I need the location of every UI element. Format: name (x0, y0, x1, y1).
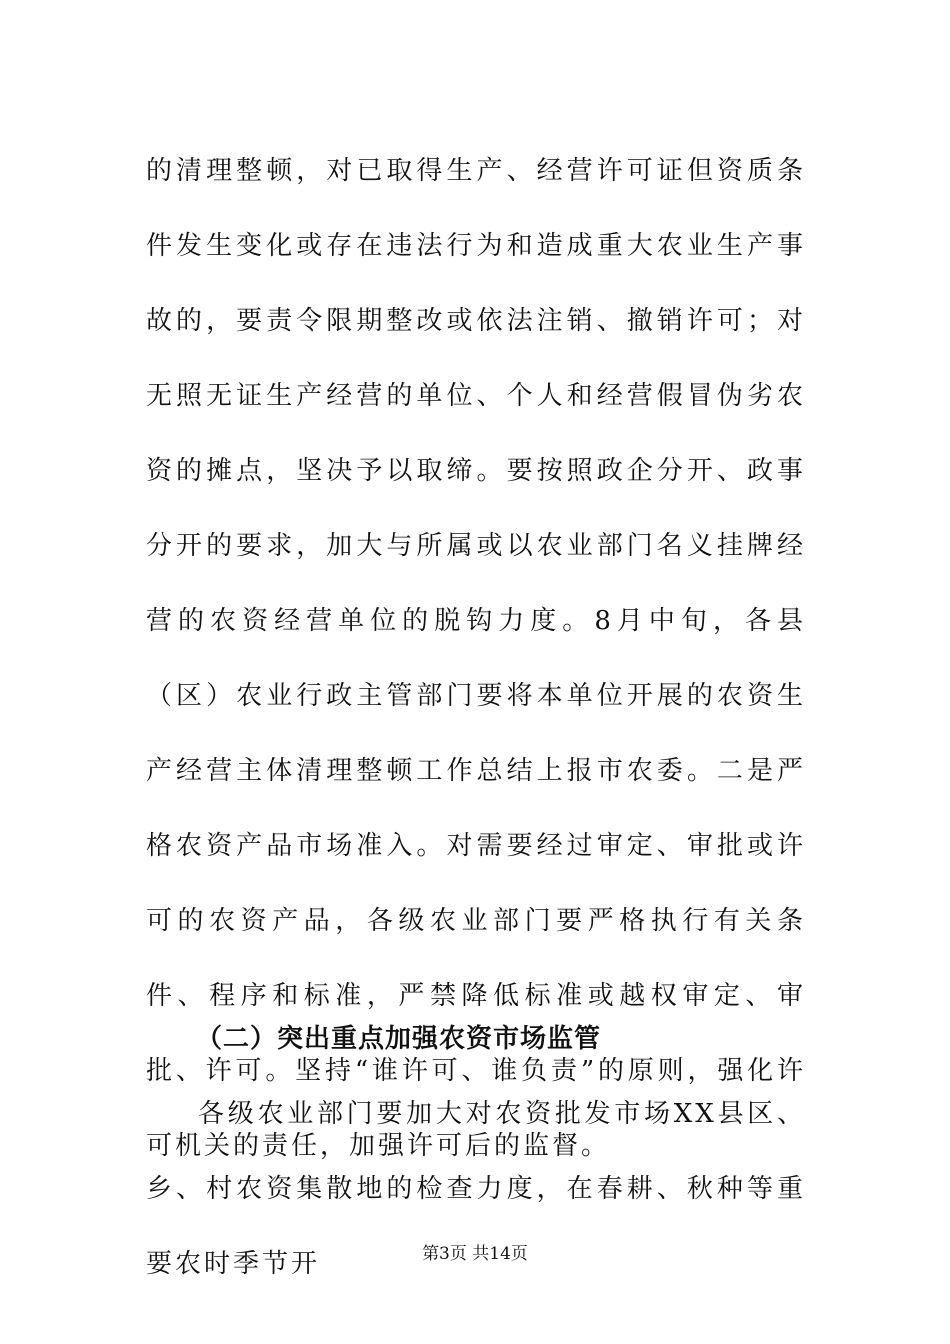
body-paragraph: 的清理整顿，对已取得生产、经营许可证但资质条件发生变化或存在违法行为和造成重大农业生产事故的，要责令限期整改或依法注销、撤销许可；对无照无证生产经营的单位、个人和经营假冒伪劣农资的摊点，坚决予以取缔。要按照政企分开、政事分开的要求，加大与所属或以农业部门名义挂牌经营的农资经营单位的脱钩力度。8月中旬，各县（区）农业行政主管部门要将本单位开展的农资生产经营主体清理整顿工作总结上报市农委。二是严格农资产品市场准入。对需要经过审定、审批或许可的农资产品，各级农业部门要严格执行有关条件、程序和标准，严禁降低标准或越权审定、审批、许可。坚持“谁许可、谁负责”的原则，强化许可机关的责任，加强许可后的监督。 (146, 156, 806, 1161)
page-footer: 第3页 共14页 (422, 1244, 528, 1264)
body-paragraph: 各级农业部门要加大对农资批发市场XX县区、乡、村农资集散地的检查力度，在春耕、秋种等重要农时季节开 (146, 1099, 806, 1279)
section-heading: （二）突出重点加强农资市场监管 (196, 1024, 602, 1054)
